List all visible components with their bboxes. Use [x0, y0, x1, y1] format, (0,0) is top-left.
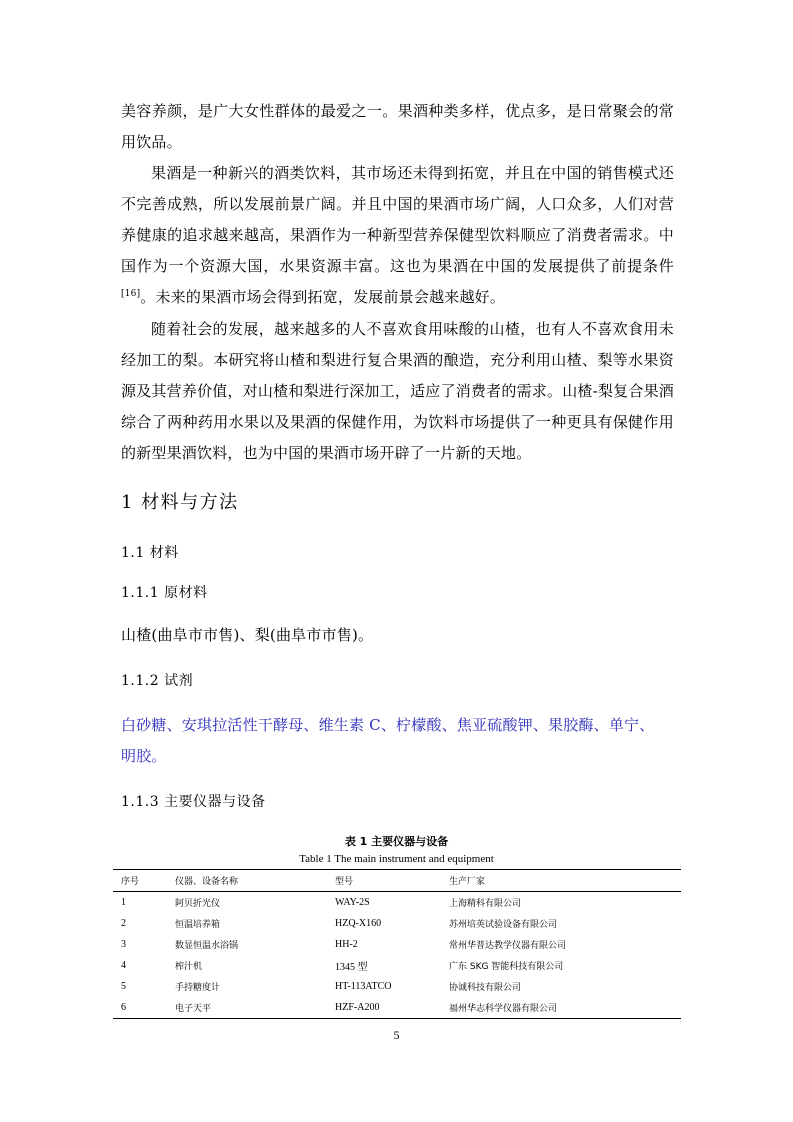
table-row — [113, 976, 681, 997]
table-row — [113, 997, 681, 1019]
cell-name: 数显恒温水浴锅 — [175, 941, 239, 951]
cell-model: HH-2 — [335, 939, 358, 950]
paragraph-market-tail: 。未来的果酒市场会得到拓宽，发展前景会越来越好。 — [140, 288, 506, 306]
table-row — [113, 934, 681, 955]
instrument-table — [113, 869, 681, 1019]
paragraph-market-text: 果酒是一种新兴的酒类饮料，其市场还未得到拓宽，并且在中国的销售模式还不完善成熟，所以发展前景广阔。并且中国的果酒市场广阔，人口众多，人们对营养健康的追求越来越高，果酒作为一种新型营养保健型饮料顺应了消费者需求。中国作为一个资源大国，水果资源丰富。这也为果酒在中国的发展提供了前提条件 — [121, 164, 674, 275]
table-row — [113, 913, 681, 934]
reagents-line-2: 明胶。 — [121, 747, 167, 765]
cell-index: 4 — [121, 960, 126, 971]
subsection-heading-raw-materials: 1.1.1 原材料 — [121, 585, 208, 601]
subsection-heading-reagents: 1.1.2 试剂 — [121, 673, 194, 689]
reagents-text — [121, 710, 674, 772]
cell-index: 1 — [121, 897, 126, 908]
table-header-row — [113, 870, 681, 892]
cell-manufacturer: 上海精科有限公司 — [449, 899, 522, 909]
cell-index: 6 — [121, 1002, 126, 1013]
page-number: 5 — [393, 1028, 400, 1042]
cell-manufacturer: 广东 SKG 智能科技有限公司 — [449, 962, 564, 972]
cell-name: 恒温培养箱 — [175, 920, 221, 930]
subsection-heading-materials: 1.1 材料 — [121, 545, 179, 561]
table-caption-en: Table 1 The main instrument and equipment — [299, 853, 494, 865]
cell-model: HZQ-X160 — [335, 918, 382, 929]
cell-index: 2 — [121, 918, 126, 929]
cell-index: 3 — [121, 939, 126, 950]
reagents-line-1: 白砂糖、安琪拉活性干酵母、维生素 C、柠檬酸、焦亚硫酸钾、果胶酶、单宁、 — [121, 716, 655, 734]
header-model: 型号 — [335, 877, 354, 887]
cell-model: WAY-2S — [335, 897, 370, 908]
paragraph-market — [121, 158, 674, 313]
subsection-heading-instruments: 1.1.3 主要仪器与设备 — [121, 794, 266, 810]
cell-name: 手持糖度计 — [175, 983, 221, 993]
cell-name: 榨汁机 — [175, 962, 203, 972]
cell-name: 电子天平 — [175, 1004, 212, 1014]
cell-model: 1345 型 — [335, 962, 368, 973]
cell-name: 阿贝折光仪 — [175, 899, 221, 909]
header-index: 序号 — [121, 877, 140, 887]
cell-manufacturer: 常州华普达教学仪器有限公司 — [449, 941, 567, 951]
raw-materials-text: 山楂(曲阜市市售)、梨(曲阜市市售)。 — [121, 626, 374, 644]
cell-manufacturer: 苏州培英试验设备有限公司 — [449, 920, 558, 930]
paragraph-intro-end: 美容养颜，是广大女性群体的最爱之一。果酒种类多样，优点多，是日常聚会的常用饮品。 — [121, 102, 674, 151]
header-name: 仪器、设备名称 — [175, 877, 239, 887]
cell-manufacturer: 协诚科技有限公司 — [449, 983, 522, 993]
table-row — [113, 892, 681, 914]
paragraph-research: 随着社会的发展，越来越多的人不喜欢食用味酸的山楂，也有人不喜欢食用未经加工的梨。本研究将山楂和梨进行复合果酒的酿造，充分利用山楂、梨等水果资源及其营养价值，对山楂和梨进行深加工，适应了消费者的需求。山楂-梨复合果酒综合了两种药用水果以及果酒的保健作用，为饮料市场提供了一种更具有保健作用的新型果酒饮料，也为中国的果酒市场开辟了一片新的天地。 — [121, 320, 674, 462]
cell-model: HT-113ATCO — [335, 981, 392, 992]
header-manufacturer: 生产厂家 — [449, 877, 486, 887]
section-heading-materials-methods: 1 材料与方法 — [121, 492, 239, 513]
cell-index: 5 — [121, 981, 126, 992]
cell-manufacturer: 福州华志科学仪器有限公司 — [449, 1004, 558, 1014]
cell-model: HZF-A200 — [335, 1002, 380, 1013]
table-caption-cn: 表 1 主要仪器与设备 — [344, 835, 449, 848]
citation-16[interactable]: [16] — [121, 289, 141, 299]
table-row — [113, 955, 681, 976]
